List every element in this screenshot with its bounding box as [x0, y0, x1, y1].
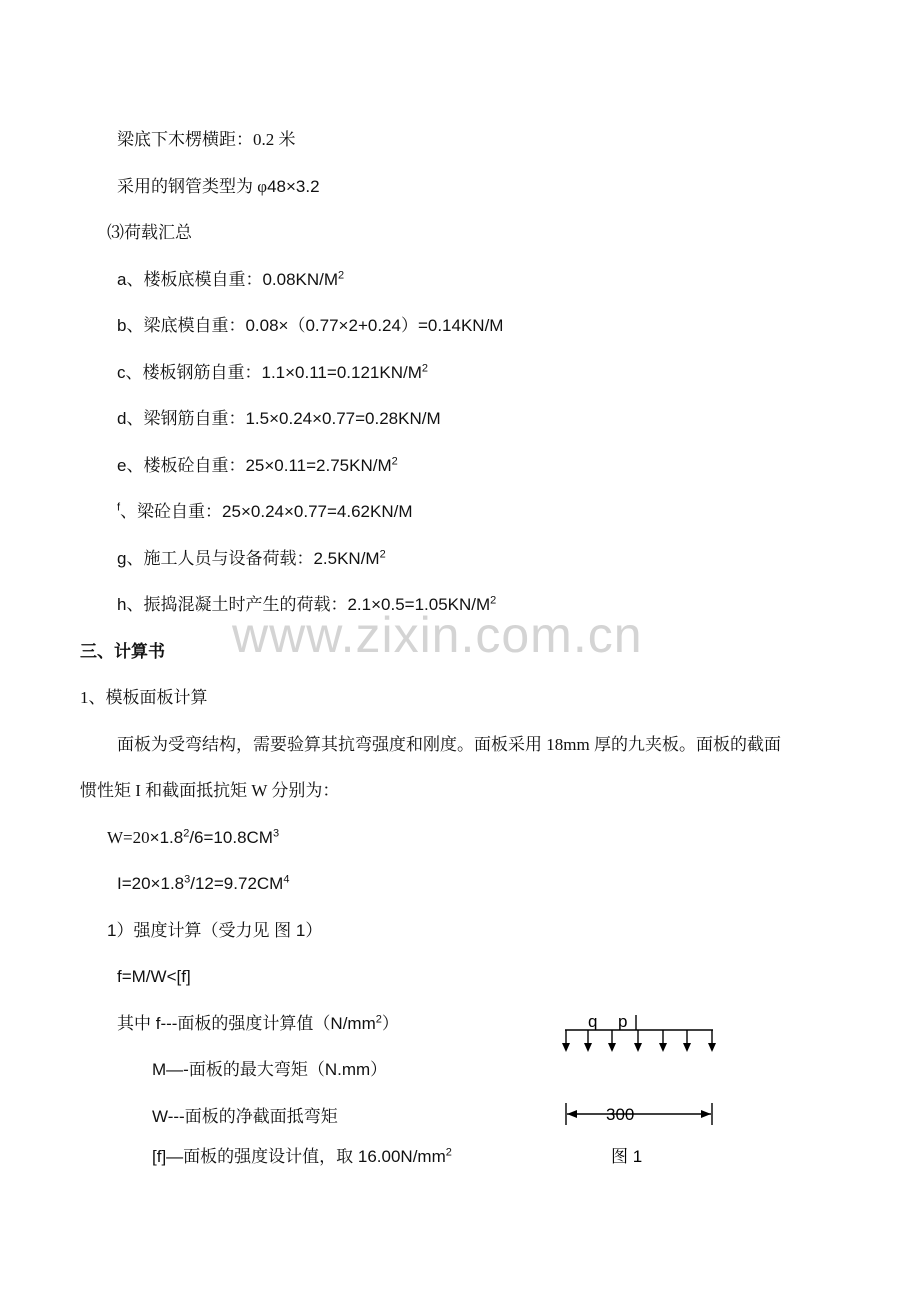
pipe-type-label: 采用的钢管类型为 φ [117, 177, 268, 196]
paragraph-line-2: 惯性矩 I 和截面抵抗矩 W 分别为： [80, 781, 340, 800]
i-formula-sup1: 3 [184, 873, 191, 886]
strength-calc-heading: 1）强度计算（受力见 图 1） [107, 921, 323, 940]
load-item-h-sup: 2 [490, 594, 497, 607]
w-formula-b: ×1.8 [149, 828, 184, 847]
ff-definition-a: [f]—面板的强度设计值，取 16.00N/mm [152, 1147, 446, 1166]
load-item-f-mark: f [117, 501, 121, 514]
strength-formula: f=M/W<[f] [117, 967, 191, 986]
beam-spacing-line: 梁底下木楞横距：0.2 米 [117, 130, 296, 149]
paragraph-line-1: 面板为受弯结构，需要验算其抗弯强度和刚度。面板采用 18mm 厚的九夹板。面板的截面 [117, 735, 781, 754]
load-item-c-text: c、楼板钢筋自重：1.1×0.11=0.121KN/M [117, 363, 422, 382]
load-item-g-sup: 2 [379, 548, 386, 561]
load-summary-title: ⑶荷载汇总 [107, 223, 192, 242]
load-item-d: d、梁钢筋自重：1.5×0.24×0.77=0.28KN/M [117, 409, 441, 428]
load-item-e-text: e、楼板砼自重：25×0.11=2.75KN/M [117, 456, 392, 475]
m-definition: M—-面板的最大弯矩（N.mm） [152, 1060, 388, 1079]
dimension-label: 300 [606, 1105, 635, 1124]
f-definition-a: 其中 f---面板的强度计算值（N/mm [117, 1014, 376, 1033]
w-formula-sup2: 3 [272, 827, 280, 840]
load-item-g-text: g、施工人员与设备荷载：2.5KN/M [117, 549, 380, 568]
i-formula-a: I=20×1.8 [117, 874, 185, 893]
w-formula-sup1: 2 [183, 827, 190, 840]
w-formula-a: W=20 [107, 828, 150, 847]
pipe-type-value: 48×3.2 [267, 177, 320, 196]
load-arrowheads [562, 1043, 716, 1118]
f-definition-b: ） [381, 1014, 399, 1033]
w-formula-c: /6=10.8CM [189, 828, 273, 847]
load-item-c-sup: 2 [421, 362, 428, 375]
watermark: www.zixin.com.cn [232, 607, 643, 663]
label-q: q [588, 1012, 598, 1031]
load-item-h-text: h、振捣混凝土时产生的荷载：2.1×0.5=1.05KN/M [117, 595, 491, 614]
figure-caption: 图 1 [611, 1147, 643, 1166]
section-title: 三、计算书 [80, 642, 165, 661]
load-item-f-text: 、梁砼自重：25×0.24×0.77=4.62KN/M [120, 502, 413, 521]
i-formula-sup2: 4 [283, 873, 290, 886]
w-definition: W---面板的净截面抵弯矩 [152, 1107, 338, 1126]
i-formula-b: /12=9.72CM [190, 874, 284, 893]
f-definition-sup: 2 [375, 1013, 382, 1026]
label-p: p [618, 1012, 628, 1031]
ff-definition-sup: 2 [445, 1146, 452, 1159]
load-item-a-sup: 2 [338, 269, 345, 282]
subsection-title: 1、模板面板计算 [80, 688, 208, 707]
load-item-e-sup: 2 [391, 455, 398, 468]
load-item-a-text: a、楼板底模自重：0.08KN/M [117, 270, 339, 289]
load-item-b: b、梁底模自重：0.08×（0.77×2+0.24）=0.14KN/M [117, 316, 504, 335]
